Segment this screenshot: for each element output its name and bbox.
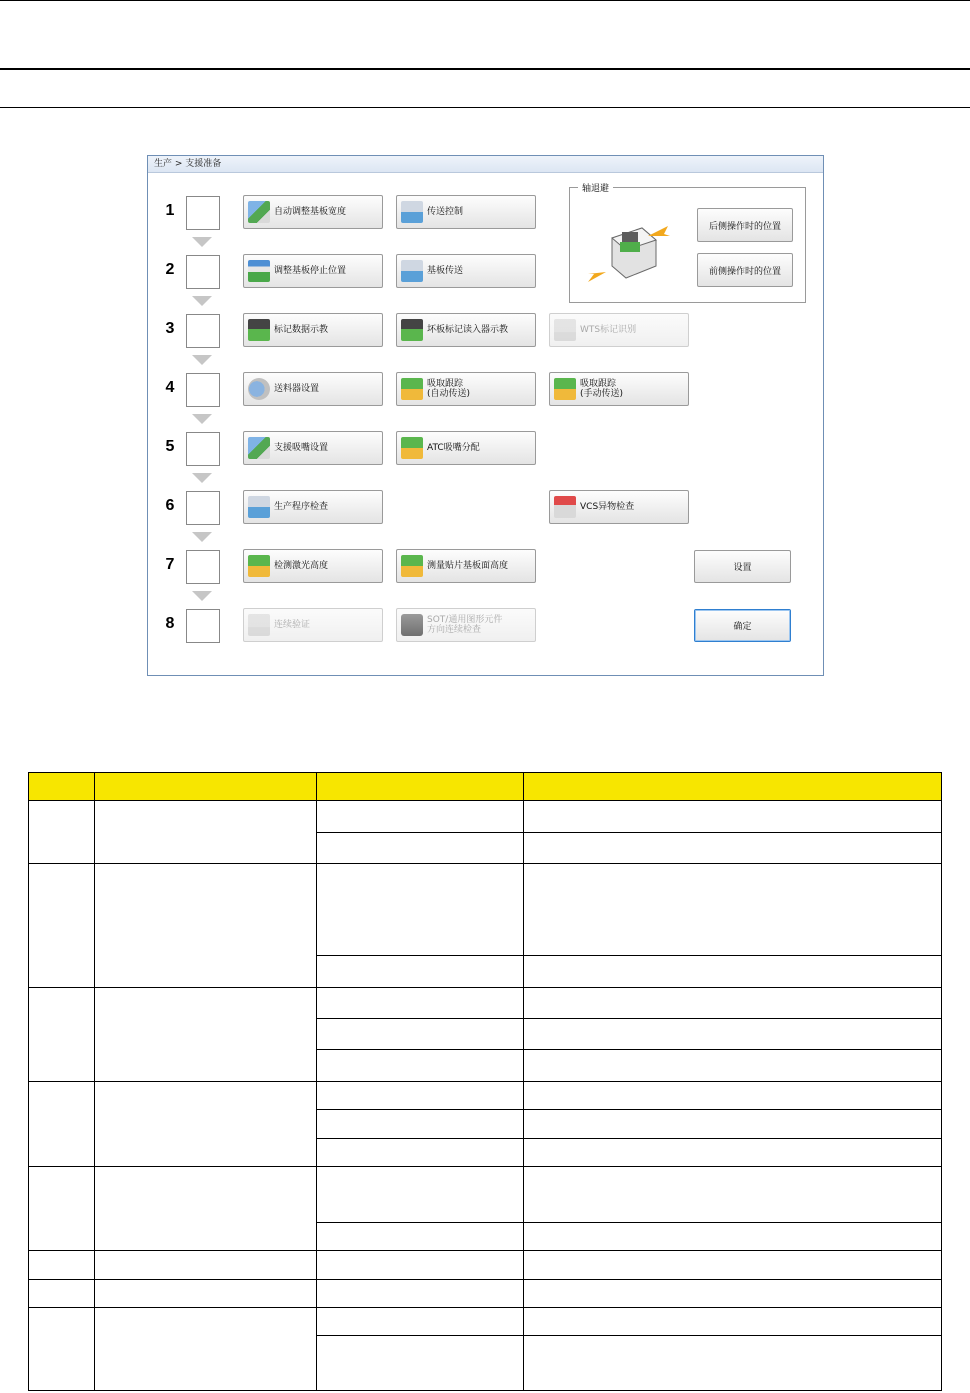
pickup-auto-icon (401, 378, 423, 400)
feeder-setup-button[interactable]: 送料器设置 (243, 372, 383, 406)
sot-check-icon (401, 614, 423, 636)
bad-mark-reader-teach-button[interactable]: 坏板标记读入器示教 (396, 313, 536, 347)
description-table (28, 772, 942, 1391)
table-header-cell (29, 773, 95, 801)
step-checkbox-4[interactable] (186, 373, 220, 407)
mark-teach-icon (248, 319, 270, 341)
step-arrow-icon (192, 237, 212, 247)
atc-nozzle-icon (401, 437, 423, 459)
table-row (29, 1308, 942, 1336)
front-operation-position-button[interactable]: 前侧操作时的位置 (697, 253, 793, 287)
pickup-manual-icon (554, 378, 576, 400)
transfer-control-button[interactable]: 传送控制 (396, 195, 536, 229)
step-number-2: 2 (165, 261, 175, 278)
mark-teach-button[interactable]: 标记数据示教 (243, 313, 383, 347)
ok-button[interactable]: 确定 (694, 609, 791, 642)
step-checkbox-6[interactable] (186, 491, 220, 525)
step-checkbox-1[interactable] (186, 196, 220, 230)
bad-mark-reader-icon (401, 319, 423, 341)
step-number-4: 4 (165, 379, 175, 396)
step-checkbox-7[interactable] (186, 550, 220, 584)
step-arrow-icon (192, 296, 212, 306)
step-arrow-icon (192, 355, 212, 365)
measure-board-height-button[interactable]: 测量贴片基板面高度 (396, 549, 536, 583)
step-number-6: 6 (165, 497, 175, 514)
continuous-verify-button[interactable]: 连续验证 (243, 608, 383, 642)
header-rule-upper (0, 68, 970, 70)
auto-board-width-button[interactable]: 自动调整基板宽度 (243, 195, 383, 229)
settings-button[interactable]: 设置 (694, 550, 791, 583)
wts-mark-button[interactable]: WTS标记识别 (549, 313, 689, 347)
axis-retreat-title: 轴退避 (578, 181, 613, 194)
table-header-row (29, 773, 942, 801)
feeder-icon (248, 378, 270, 400)
step-checkbox-8[interactable] (186, 609, 220, 643)
atc-nozzle-assign-button[interactable]: ATC吸嘴分配 (396, 431, 536, 465)
step-arrow-icon (192, 591, 212, 601)
breadcrumb: 生产 > 支援准备 (148, 156, 823, 173)
table-header-cell (524, 773, 942, 801)
step-number-7: 7 (165, 556, 175, 573)
laser-height-icon (248, 555, 270, 577)
table-row (29, 1251, 942, 1280)
board-width-icon (248, 201, 270, 223)
nozzle-setup-icon (248, 437, 270, 459)
board-stop-icon (248, 260, 270, 282)
program-check-icon (248, 496, 270, 518)
board-stop-position-button[interactable]: 调整基板停止位置 (243, 254, 383, 288)
step-number-5: 5 (165, 438, 175, 455)
table-row (29, 801, 942, 833)
sot-direction-check-button[interactable]: SOT/通用图形元件 方向连续检查 (396, 608, 536, 642)
step-number-3: 3 (165, 320, 175, 337)
step-checkbox-5[interactable] (186, 432, 220, 466)
conveyor-control-icon (401, 201, 423, 223)
production-support-window (147, 155, 824, 676)
board-transfer-button[interactable]: 基板传送 (396, 254, 536, 288)
wts-mark-icon (554, 319, 576, 341)
table-header-cell (316, 773, 524, 801)
measure-height-icon (401, 555, 423, 577)
table-row (29, 1082, 942, 1110)
table-row (29, 864, 942, 956)
program-check-button[interactable]: 生产程序检查 (243, 490, 383, 524)
step-arrow-icon (192, 473, 212, 483)
pickup-tracking-auto-button[interactable]: 吸取跟踪 (自动传送) (396, 372, 536, 406)
step-arrow-icon (192, 532, 212, 542)
rear-operation-position-button[interactable]: 后侧操作时的位置 (697, 208, 793, 242)
table-row (29, 1280, 942, 1308)
table-header-cell (94, 773, 316, 801)
vcs-foreign-check-button[interactable]: VCS异物检查 (549, 490, 689, 524)
step-checkbox-2[interactable] (186, 255, 220, 289)
vcs-check-icon (554, 496, 576, 518)
axis-retreat-group (569, 184, 806, 303)
step-number-8: 8 (165, 615, 175, 632)
machine-retreat-icon (584, 218, 676, 290)
pickup-tracking-manual-button[interactable]: 吸取跟踪 (手动传送) (549, 372, 689, 406)
table-row (29, 1167, 942, 1223)
step-checkbox-3[interactable] (186, 314, 220, 348)
continuous-verify-icon (248, 614, 270, 636)
laser-height-button[interactable]: 检测激光高度 (243, 549, 383, 583)
table-row (29, 988, 942, 1019)
top-rule (0, 0, 970, 1)
support-nozzle-setup-button[interactable]: 支援吸嘴设置 (243, 431, 383, 465)
step-arrow-icon (192, 414, 212, 424)
step-number-1: 1 (165, 202, 175, 219)
header-rule-lower (0, 107, 970, 108)
board-transfer-icon (401, 260, 423, 282)
